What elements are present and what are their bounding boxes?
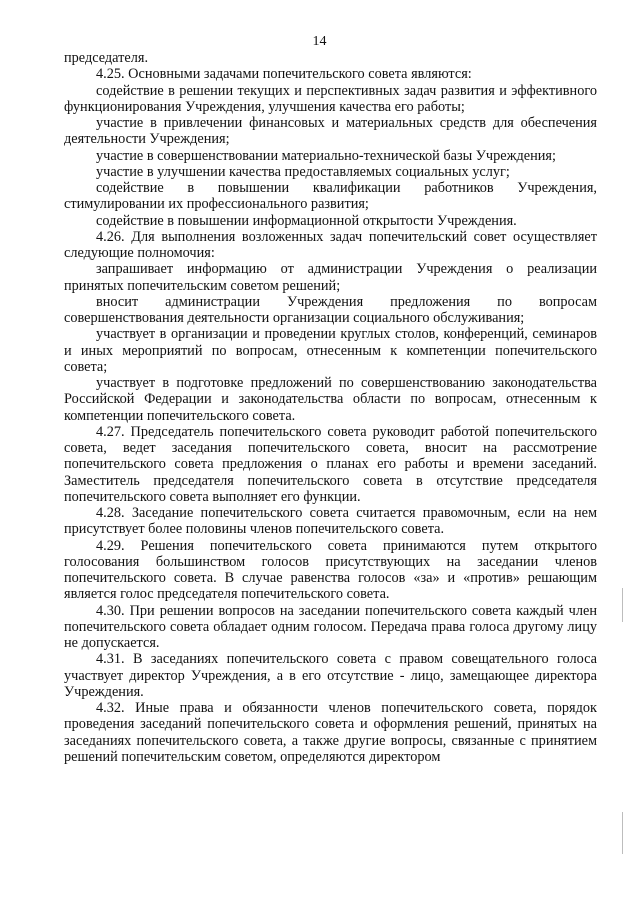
paragraph: содействие в повышении информационной открытости Учреждения.: [96, 212, 517, 229]
paragraph: участие в привлечении финансовых и материальных средств для обеспечения деятельности Учреждения;: [64, 115, 597, 148]
paragraph: 4.25. Основными задачами попечительского совета являются:: [96, 66, 472, 83]
paragraph: 4.29. Решения попечительского совета принимаются путем открытого голосования большинством голосов присутствующих на заседании членов попечительского совета. В случае равенства голосов «за» и «против» решающим является голос председателя попечительского совета.: [64, 537, 597, 603]
paragraph: 4.32. Иные права и обязанности членов попечительского совета, порядок проведения заседаний попечительского совета и оформления решений, принятых на заседаниях попечительского совета, а также другие вопросы, связанные с принятием решений попечительским советом, определяются директором: [64, 700, 597, 765]
paragraph: 4.28. Заседание попечительского совета считается правомочным, если на нем присутствует более половины членов попечительского совета.: [64, 505, 597, 538]
paragraph: 4.31. В заседаниях попечительского совета с правом совещательного голоса участвует директор Учреждения, а в его отсутствие - лицо, замещающее директора Учреждения.: [64, 651, 597, 700]
scan-margin-mark: [622, 588, 623, 622]
paragraph: участие в совершенствовании материально-технической базы Учреждения;: [96, 147, 556, 164]
paragraph: председателя.: [64, 50, 149, 66]
paragraph: 4.27. Председатель попечительского совета руководит работой попечительского совета, ведет заседания попечительского совета, вносит на рассмотрение попечительского совета предложения о планах его работы и времени заседаний. Заместитель председателя попечительского совета в отсутствие председателя попечительского совета выполняет его функции.: [64, 423, 597, 505]
paragraph: 4.30. При решении вопросов на заседании попечительского совета каждый член попечительского совета обладает одним голосом. Передача права голоса другому лицу не допускается.: [64, 602, 597, 651]
paragraph: содействие в повышении квалификации работников Учреждения, стимулировании их профессионального развития;: [64, 180, 597, 213]
document-body: [64, 50, 597, 765]
paragraph: участие в улучшении качества предоставляемых социальных услуг;: [96, 163, 510, 180]
scan-margin-mark: [622, 812, 623, 854]
page-number: 14: [312, 34, 327, 49]
paragraph: запрашивает информацию от администрации Учреждения о реализации принятых попечительским советом решений;: [64, 261, 597, 294]
paragraph: участвует в организации и проведении круглых столов, конференций, семинаров и иных мероприятий по вопросам, отнесенным к компетенции попечительского совета;: [64, 326, 597, 375]
paragraph: 4.26. Для выполнения возложенных задач попечительский совет осуществляет следующие полномочия:: [64, 228, 597, 261]
paragraph: участвует в подготовке предложений по совершенствованию законодательства Российской Федерации и законодательства области по вопросам, отнесенным к компетенции попечительского совета.: [64, 375, 597, 424]
paragraph: содействие в решении текущих и перспективных задач развития и эффективного функционирования Учреждения, улучшения качества его работы;: [64, 82, 597, 115]
paragraph: вносит администрации Учреждения предложения по вопросам совершенствования деятельности организации социального обслуживания;: [64, 293, 597, 326]
